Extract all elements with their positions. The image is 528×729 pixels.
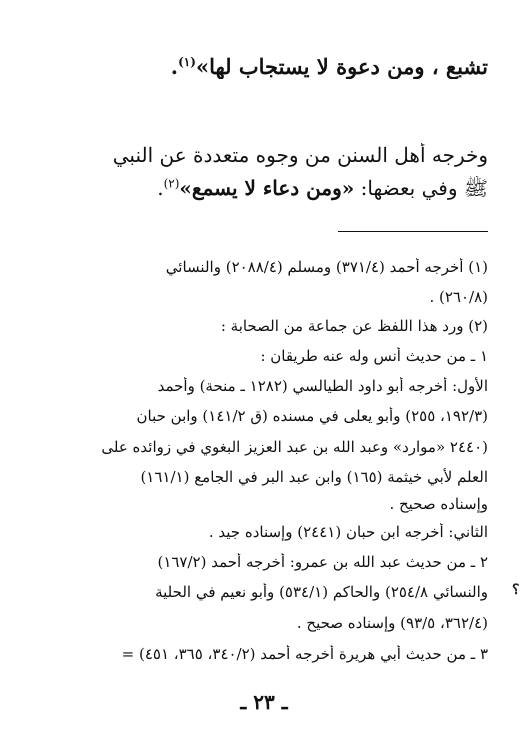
page-number: ـ ٢٣ ـ — [240, 690, 288, 714]
margin-mark: ؟ — [512, 582, 520, 598]
main-text-line-1-body: تشبع ، ومن دعوة لا يستجاب لها» — [195, 54, 488, 79]
footnote-2-line-7: وإسناده صحيح . — [389, 495, 488, 513]
main-text-line-3-intro: ﷺ وفي بعضها: — [354, 176, 488, 200]
footnote-1-line-2: (٢٦٠/٨) . — [429, 288, 488, 306]
footnote-2-line-4: (١٩٢/٣، ٢٥٥) وأبو يعلى في مسنده (ق ١٤١/٢) وابن حبان — [136, 407, 488, 425]
footnote-ref-1: (١) — [178, 55, 196, 69]
main-text-line-2-body: وخرجه أهل السنن من وجوه متعددة عن النبي — [112, 143, 488, 167]
footnote-2-line-3: الأول: أخرجه أبو داود الطيالسي (١٢٨٢ ـ منحة) وأحمد — [157, 377, 488, 395]
footnote-ref-2: (٢) — [163, 176, 180, 191]
footnote-1-line-1: (١) أخرجه أحمد (٣٧١/٤) ومسلم (٢٠٨٨/٤) والنسائي — [165, 258, 488, 276]
main-text-line-3-end: . — [157, 176, 164, 200]
footnote-2-line-6: العلم لأبي خيثمة (١٦٥) وابن عبد البر في الجامع (١٦١/١) — [140, 468, 488, 486]
main-text-line-1 — [40, 54, 488, 79]
quote-text: «ومن دعاء لا يسمع» — [179, 176, 355, 200]
footnote-2-line-1: (٢) ورد هذا اللفظ عن جماعة من الصحابة : — [220, 317, 488, 335]
footnote-2-line-2: ١ ـ من حديث أنس وله عنه طريقان : — [260, 347, 488, 365]
footnote-2-line-8: الثاني: أخرجه ابن حبان (٢٤٤١) وإسناده جيد . — [208, 523, 488, 541]
footnote-2-line-12: ٣ ـ من حديث أبي هريرة أخرجه أحمد (٣٤٠/٢، ٣٦٥، ٤٥١) = — [121, 645, 488, 663]
main-text-line-2 — [40, 143, 488, 167]
footnote-2-line-11: (٣٦٢/٤، ٩٣/٥) وإسناده صحيح . — [296, 614, 488, 632]
footnote-2-line-9: ٢ ـ من حديث عبد الله بن عمرو: أخرجه أحمد (١٦٧/٢) — [157, 553, 488, 571]
footnote-2-line-10: والنسائي ٢٥٤/٨) والحاكم (٥٣٤/١) وأبو نعيم في الحلية — [155, 583, 488, 601]
footnote-separator — [338, 231, 488, 232]
main-text-line-3 — [40, 176, 488, 205]
footnote-2-line-5: (٢٤٤٠ «موارد» وعبد الله بن عبد العزيز البغوي في زوائده على — [101, 438, 488, 456]
main-text-line-1-end: . — [170, 54, 179, 79]
